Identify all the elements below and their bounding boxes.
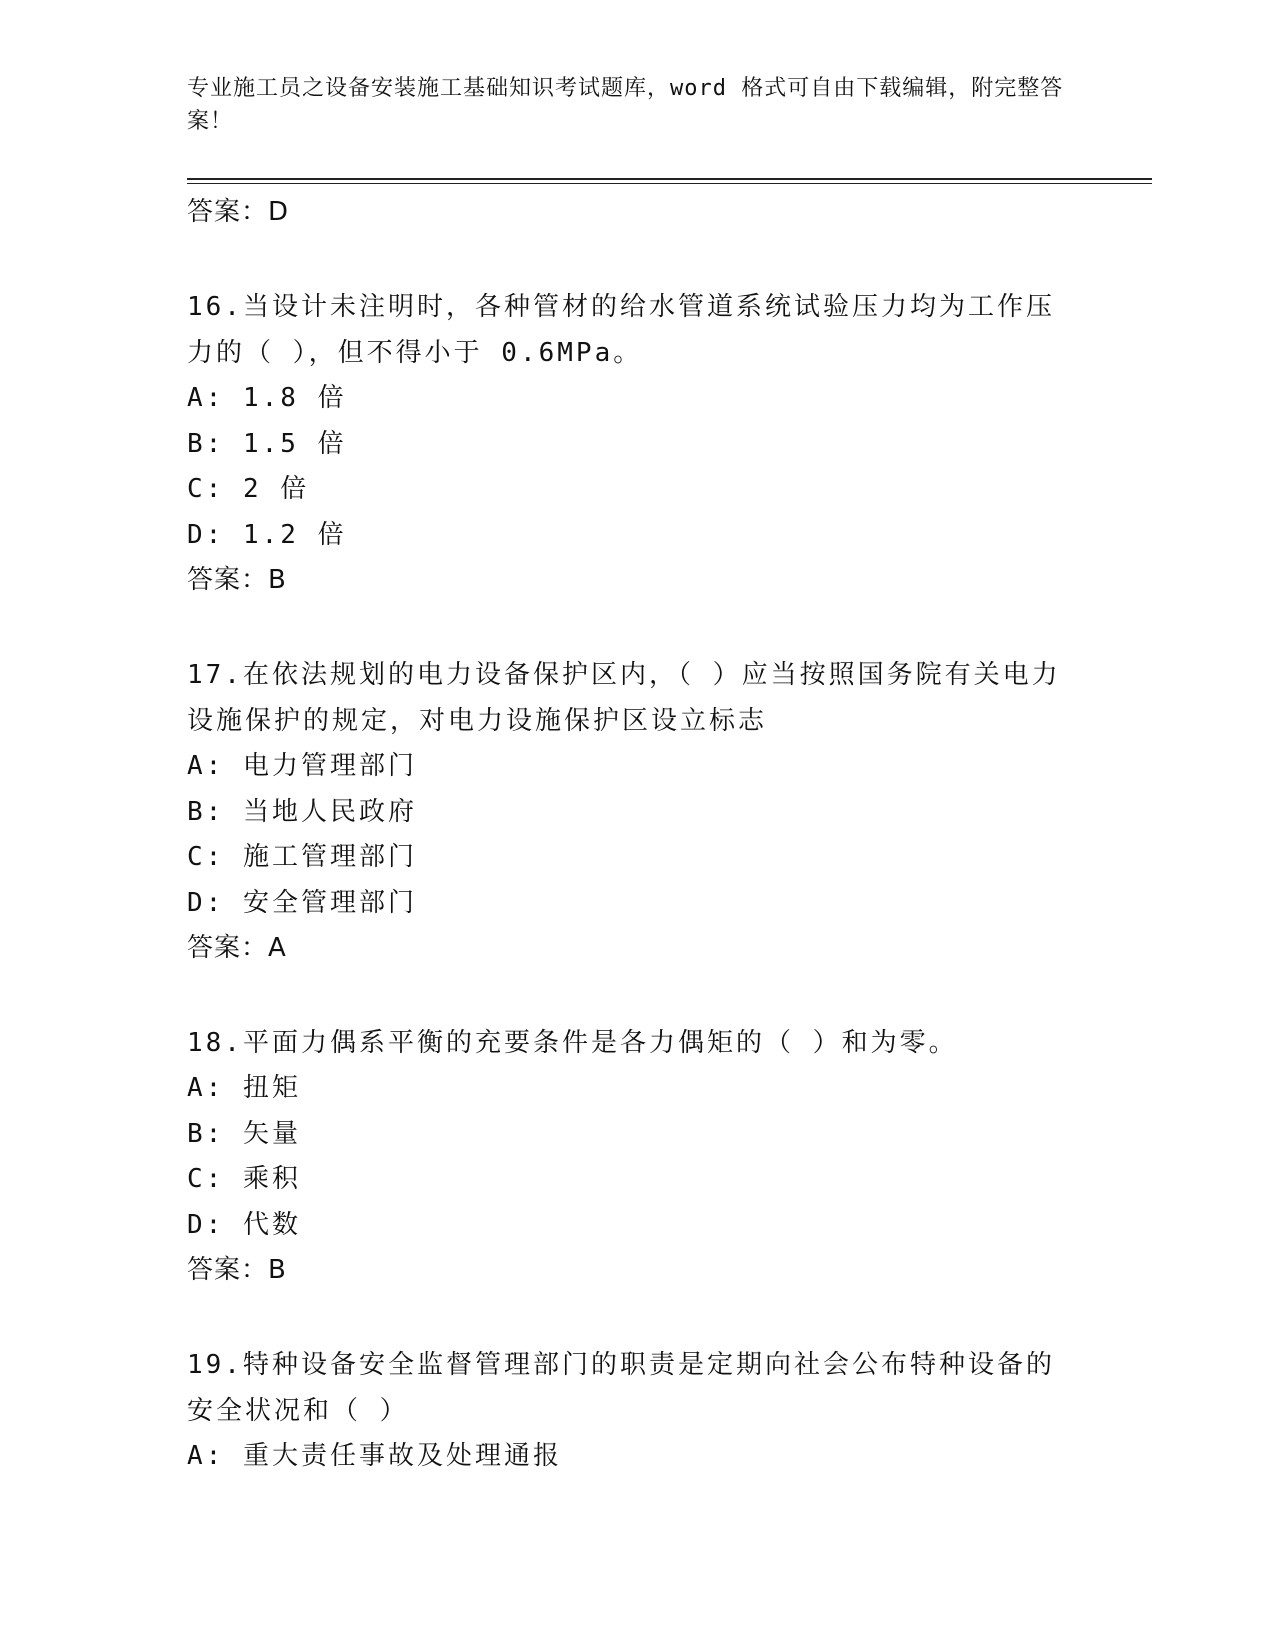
option-key: C (187, 474, 206, 504)
option-text: 代数 (242, 1209, 301, 1240)
header-divider-thin (187, 183, 1152, 184)
option-key: D (187, 519, 206, 550)
option-key: B (187, 1118, 206, 1149)
option-separator: : (205, 1209, 243, 1240)
question-text (187, 284, 1077, 376)
option-text: 扭矩 (242, 1073, 301, 1103)
answer-label: 答案： (187, 197, 269, 227)
question-number: 18. (187, 1028, 243, 1058)
answer-line (187, 190, 1077, 234)
spacer (187, 1292, 1077, 1342)
option-a (187, 1066, 1077, 1112)
option-separator: : (205, 428, 243, 459)
option-separator: : (205, 1073, 243, 1103)
option-c (187, 835, 1077, 881)
answer-value: B (268, 1255, 287, 1285)
option-key: B (187, 428, 206, 459)
option-b (187, 422, 1077, 468)
option-text: 2 倍 (242, 474, 310, 504)
option-key: A (187, 1073, 206, 1103)
option-separator: : (205, 474, 243, 504)
question-list (187, 190, 1077, 1480)
option-d (187, 1203, 1077, 1249)
question-body: 在依法规划的电力设备保护区内，（ ）应当按照国务院有关电力设施保护的规定，对电力设施保护区设立标志 (187, 660, 1061, 736)
option-c (187, 467, 1077, 513)
option-text: 电力管理部门 (242, 751, 417, 781)
question-body: 平面力偶系平衡的充要条件是各力偶矩的（ ）和为零。 (242, 1028, 958, 1058)
question-body: 当设计未注明时，各种管材的给水管道系统试验压力均为工作压力的（ ），但不得小于 0.6MPa。 (187, 292, 1055, 368)
option-d (187, 513, 1077, 559)
spacer (187, 234, 1077, 284)
option-text: 安全管理部门 (242, 887, 417, 918)
question-body: 特种设备安全监督管理部门的职责是定期向社会公布特种设备的安全状况和（ ） (187, 1350, 1055, 1426)
question-text (187, 1342, 1077, 1434)
option-key: C (187, 842, 206, 872)
question-number: 19. (187, 1350, 243, 1380)
option-text: 1.2 倍 (242, 519, 347, 550)
option-text: 1.5 倍 (242, 428, 347, 459)
option-key: A (187, 383, 206, 413)
option-separator: : (205, 383, 243, 413)
option-separator: : (205, 887, 243, 918)
option-separator: : (205, 842, 243, 872)
answer-value: D (268, 197, 290, 227)
spacer (187, 602, 1077, 652)
option-separator: : (205, 1441, 243, 1471)
option-key: B (187, 796, 206, 827)
option-separator: : (205, 751, 243, 781)
option-a (187, 1434, 1077, 1480)
spacer (187, 970, 1077, 1020)
question-text (187, 652, 1077, 744)
option-separator: : (205, 1164, 243, 1194)
option-text: 施工管理部门 (242, 842, 417, 872)
option-c (187, 1157, 1077, 1203)
option-text: 1.8 倍 (242, 383, 347, 413)
option-separator: : (205, 519, 243, 550)
question-text (187, 1020, 1077, 1066)
option-text: 重大责任事故及处理通报 (242, 1441, 562, 1471)
answer-label: 答案： (187, 933, 269, 963)
option-key: A (187, 1441, 206, 1471)
option-separator: : (205, 1118, 243, 1149)
answer-label: 答案： (187, 1255, 269, 1285)
option-key: D (187, 887, 206, 918)
option-a (187, 744, 1077, 790)
option-text: 乘积 (242, 1164, 301, 1194)
page-header: 专业施工员之设备安装施工基础知识考试题库，word 格式可自由下载编辑，附完整答案！ (187, 76, 1064, 134)
option-b (187, 1112, 1077, 1158)
answer-label: 答案： (187, 565, 269, 595)
answer-value: A (268, 933, 287, 963)
answer-line (187, 1248, 1077, 1292)
question-number: 17. (187, 660, 243, 690)
option-text: 矢量 (242, 1118, 301, 1149)
option-a (187, 376, 1077, 422)
question-number: 16. (187, 292, 243, 322)
option-b (187, 790, 1077, 836)
option-separator: : (205, 796, 243, 827)
option-key: D (187, 1209, 206, 1240)
option-d (187, 881, 1077, 927)
answer-line (187, 926, 1077, 970)
option-key: C (187, 1164, 206, 1194)
answer-line (187, 558, 1077, 602)
option-text: 当地人民政府 (242, 796, 417, 827)
option-key: A (187, 751, 206, 781)
header-divider-thick (187, 178, 1152, 180)
answer-value: B (268, 565, 287, 595)
